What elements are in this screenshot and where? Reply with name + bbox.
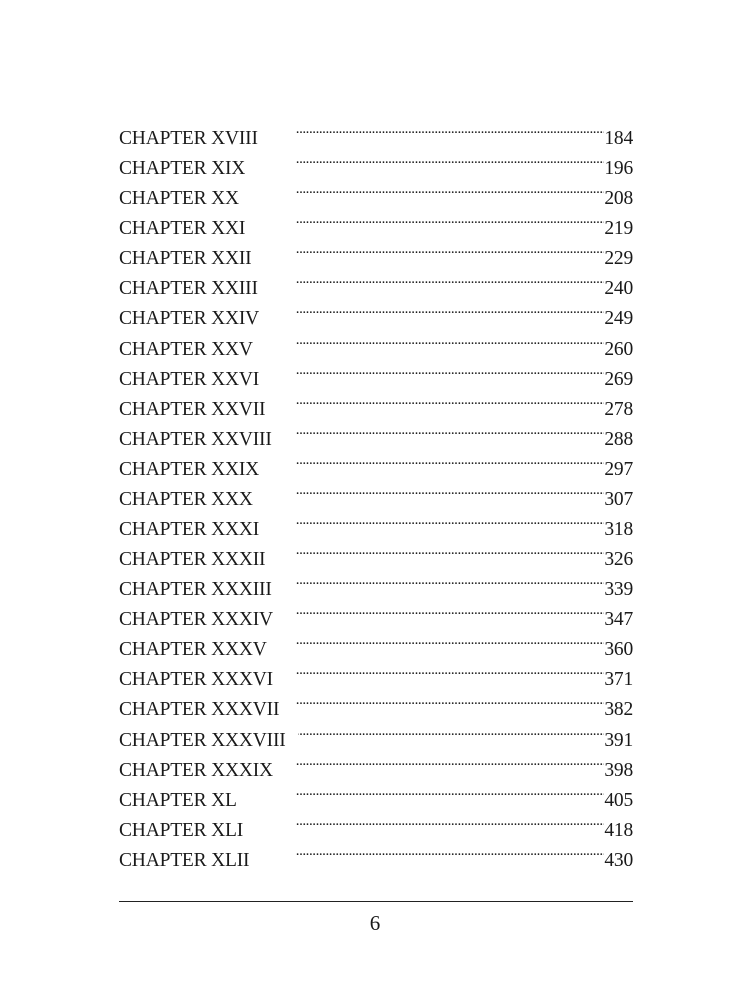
toc-page-number: 260 [604, 338, 633, 360]
toc-dot-leader [277, 535, 604, 565]
toc-dot-leader [257, 144, 604, 174]
toc-chapter-title: CHAPTER XXX [119, 488, 253, 510]
toc-chapter-title: CHAPTER XLII [119, 849, 250, 871]
toc-dot-leader [251, 174, 604, 204]
toc-chapter-title: CHAPTER XXII [119, 248, 252, 270]
toc-dot-leader [284, 565, 605, 595]
toc-dot-leader [285, 746, 604, 776]
toc-page-number: 269 [604, 368, 633, 390]
toc-chapter-title: CHAPTER XXXVII [119, 699, 280, 721]
toc-page-number: 307 [604, 488, 633, 510]
toc-dot-leader [257, 204, 604, 234]
toc-page-number: 339 [604, 579, 633, 601]
toc-chapter-title: CHAPTER XXVI [119, 368, 260, 390]
toc-dot-leader [270, 264, 605, 294]
toc-page-number: 360 [604, 639, 633, 661]
toc-page-number: 288 [604, 428, 633, 450]
toc-dot-leader [279, 625, 605, 655]
toc-dot-leader [277, 385, 604, 415]
toc-page-number: 398 [604, 759, 633, 781]
table-of-contents [119, 114, 633, 871]
toc-dot-leader [270, 114, 605, 144]
toc-chapter-title: CHAPTER XXI [119, 218, 246, 240]
toc-chapter-title: CHAPTER XLI [119, 819, 244, 841]
toc-dot-leader [271, 445, 604, 475]
toc-chapter-title: CHAPTER XXXVI [119, 669, 273, 691]
toc-dot-leader [265, 475, 605, 505]
toc-chapter-title: CHAPTER XXXVIII [119, 729, 286, 751]
toc-page-number: 430 [604, 849, 633, 871]
toc-page-number: 196 [604, 158, 633, 180]
toc-dot-leader [285, 595, 604, 625]
toc-dot-leader [271, 355, 604, 385]
toc-chapter-title: CHAPTER XXIV [119, 308, 260, 330]
toc-chapter-title: CHAPTER XXXIII [119, 579, 272, 601]
toc-dot-leader [271, 294, 604, 324]
toc-chapter-title: CHAPTER XXXI [119, 519, 260, 541]
page-number: 6 [369, 911, 381, 935]
toc-chapter-title: CHAPTER XXV [119, 338, 253, 360]
toc-dot-leader [285, 655, 604, 685]
toc-page-number: 219 [604, 218, 633, 240]
toc-chapter-title: CHAPTER XXVIII [119, 428, 272, 450]
toc-chapter-title: CHAPTER XXXIX [119, 759, 273, 781]
toc-chapter-title: CHAPTER XXXV [119, 639, 267, 661]
toc-dot-leader [265, 325, 605, 355]
toc-chapter-title: CHAPTER XXIX [119, 458, 260, 480]
toc-dot-leader [255, 806, 604, 836]
toc-dot-leader [263, 234, 604, 264]
toc-chapter-title: CHAPTER XXXIV [119, 609, 273, 631]
toc-page-number: 391 [604, 729, 633, 751]
toc-page-number: 318 [604, 519, 633, 541]
toc-dot-leader [284, 415, 605, 445]
toc-entry[interactable] [119, 114, 633, 149]
toc-chapter-title: CHAPTER XXIII [119, 278, 258, 300]
toc-page-number: 326 [604, 549, 633, 571]
toc-chapter-title: CHAPTER XVIII [119, 128, 258, 149]
toc-dot-leader [291, 685, 604, 715]
toc-page-number: 405 [604, 789, 633, 811]
toc-page-number: 347 [604, 609, 633, 631]
toc-page-number: 208 [604, 188, 633, 210]
toc-page-number: 418 [604, 819, 633, 841]
toc-dot-leader [249, 776, 605, 806]
toc-chapter-title: CHAPTER XXXII [119, 549, 266, 571]
toc-page-number: 184 [604, 128, 633, 149]
toc-dot-leader [261, 836, 604, 866]
toc-page-number: 278 [604, 398, 633, 420]
toc-page-number: 249 [604, 308, 633, 330]
toc-page-number: 240 [604, 278, 633, 300]
toc-dot-leader [298, 716, 605, 746]
toc-chapter-title: CHAPTER XIX [119, 158, 246, 180]
toc-chapter-title: CHAPTER XXVII [119, 398, 266, 420]
toc-chapter-title: CHAPTER XX [119, 188, 239, 210]
toc-chapter-title: CHAPTER XL [119, 789, 237, 811]
toc-dot-leader [271, 505, 604, 535]
toc-page-number: 371 [604, 669, 633, 691]
toc-page-number: 297 [604, 458, 633, 480]
toc-page-number: 382 [604, 699, 633, 721]
footer-divider [119, 901, 633, 902]
toc-page-number: 229 [604, 248, 633, 270]
